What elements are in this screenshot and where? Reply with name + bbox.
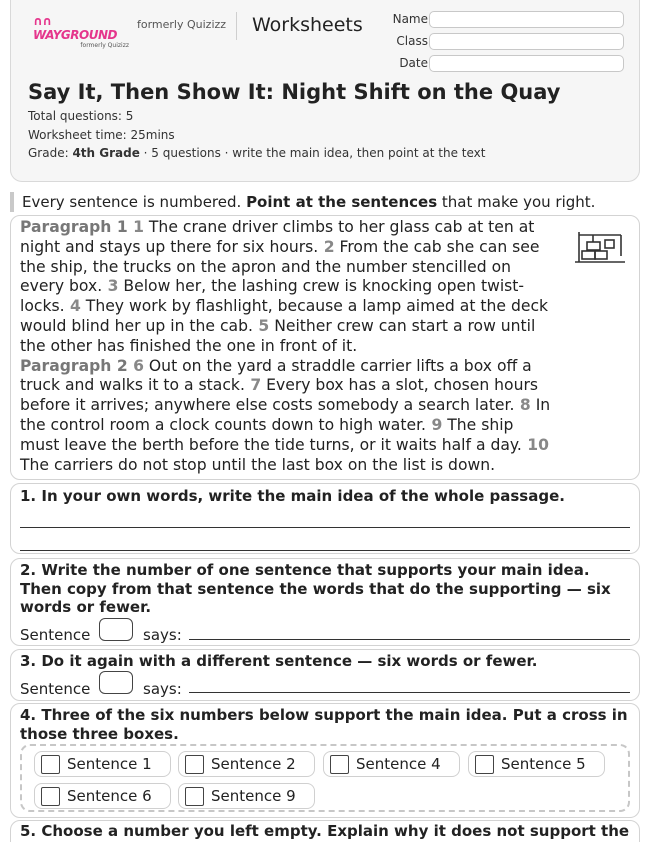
sentence-label: Sentence	[20, 626, 91, 644]
grade-prefix: Grade:	[28, 146, 73, 160]
choice-label: Sentence 9	[211, 787, 296, 805]
grade-suffix: · 5 questions · write the main idea, then point at the text	[139, 146, 486, 160]
answer-line[interactable]	[189, 639, 630, 640]
question-5-card	[10, 820, 640, 842]
choice-sentence-6[interactable]	[34, 783, 171, 809]
says-label: says:	[143, 680, 182, 698]
answer-line[interactable]	[20, 550, 630, 551]
choice-label: Sentence 4	[356, 755, 441, 773]
sentence-text[interactable]: The crane driver climbs to her glass cab at ten at night and stays up there for six hours.	[20, 218, 535, 256]
instruction-part1: Every sentence is numbered.	[22, 193, 247, 211]
name-field[interactable]	[429, 11, 624, 28]
crane-container-icon	[573, 230, 627, 264]
sentence-label: Sentence	[20, 680, 91, 698]
question-5-text: 5. Choose a number you left empty. Explain why it does not support the	[20, 822, 630, 840]
grade-value: 4th Grade	[72, 146, 140, 160]
sentence-text[interactable]: Below her, the lashing crew is knocking open twist-locks.	[20, 277, 525, 316]
sentence-number[interactable]: 5	[252, 316, 270, 335]
paragraph-2	[20, 357, 557, 476]
sentence-number[interactable]: 8	[514, 396, 531, 415]
question-2-text: 2. Write the number of one sentence that supports your main idea. Then copy from that sentence the words that do the supporting — six words or fewer.	[20, 561, 611, 616]
class-field[interactable]	[429, 33, 624, 50]
logo-text: WAYGROUND	[33, 28, 117, 42]
sentence-number[interactable]: 3	[102, 277, 119, 296]
checkbox[interactable]	[475, 755, 494, 774]
paragraph-1	[20, 218, 557, 357]
sentence-number[interactable]: 6	[127, 356, 144, 375]
date-field[interactable]	[429, 55, 624, 72]
question-4-text: 4. Three of the six numbers below support the main idea. Put a cross in those three boxes.	[20, 706, 628, 743]
logo-subtext: formerly Quizizz	[80, 42, 129, 49]
name-label: Name	[392, 12, 428, 26]
sentence-number[interactable]: 4	[64, 297, 81, 316]
sentence-number[interactable]: 9	[426, 415, 443, 434]
sentence-number-box[interactable]	[99, 618, 133, 641]
choice-sentence-2[interactable]	[178, 751, 315, 777]
total-questions: Total questions: 5	[28, 109, 134, 123]
sentence-text[interactable]: The carriers do not stop until the last box on the list is down.	[20, 455, 496, 474]
checkbox[interactable]	[330, 755, 349, 774]
date-label: Date	[399, 56, 428, 70]
sentence-number[interactable]: 7	[244, 376, 262, 395]
question-1-text: 1. In your own words, write the main idea of the whole passage.	[20, 487, 565, 505]
choice-label: Sentence 2	[211, 755, 296, 773]
sentence-text[interactable]: Out on the yard a straddle carrier lifts a box off a truck and walks it to a stack.	[20, 356, 532, 395]
sentence-number-box[interactable]	[99, 671, 133, 694]
instruction-bold: Point at the sentences	[246, 193, 438, 211]
class-label: Class	[396, 34, 428, 48]
worksheets-label: Worksheets	[252, 14, 363, 36]
choice-sentence-5[interactable]	[468, 751, 605, 777]
sentence-text[interactable]: Every box has a slot, chosen hours before it arrives; anywhere else costs somebody a search later.	[20, 376, 539, 415]
choice-label: Sentence 5	[501, 755, 586, 773]
instruction-banner	[10, 192, 640, 212]
checkbox[interactable]	[185, 787, 204, 806]
question-3-card	[10, 649, 640, 701]
choice-sentence-1[interactable]	[34, 751, 171, 777]
sentence-text[interactable]: The ship must leave the berth before the tide turns, or it waits half a day.	[20, 415, 522, 454]
wayground-logo	[33, 14, 133, 49]
worksheet-title: Say It, Then Show It: Night Shift on the Quay	[28, 80, 561, 104]
choice-label: Sentence 1	[67, 755, 152, 773]
question-2-card	[10, 558, 640, 646]
question-3-text: 3. Do it again with a different sentence — six words or fewer.	[20, 652, 538, 670]
sentence-number[interactable]: 2	[318, 237, 335, 256]
checkbox[interactable]	[185, 755, 204, 774]
choice-sentence-9[interactable]	[178, 783, 315, 809]
worksheet-header	[10, 0, 640, 182]
grade-line	[28, 146, 486, 160]
choice-label: Sentence 6	[67, 787, 152, 805]
paragraph-2-label: Paragraph 2	[20, 356, 128, 375]
says-label: says:	[143, 626, 182, 644]
checkbox[interactable]	[41, 787, 60, 806]
sentence-text[interactable]: They work by flashlight, because a lamp aimed at the deck would blind her up in the cab.	[20, 297, 549, 335]
sentence-text[interactable]: Neither crew can start a row until the other has finished the one in front of it.	[20, 316, 536, 355]
question-4-card	[10, 703, 640, 818]
choice-sentence-4[interactable]	[323, 751, 460, 777]
sentence-text[interactable]: In the control room a clock counts down to high water.	[20, 396, 551, 434]
reading-passage	[10, 215, 640, 480]
answer-line[interactable]	[189, 692, 630, 693]
sentence-text[interactable]: From the cab she can see the ship, the trucks on the apron and the number stencilled on every box.	[20, 237, 540, 296]
formerly-text: formerly Quizizz	[137, 18, 227, 31]
answer-line[interactable]	[20, 527, 630, 528]
header-divider	[236, 12, 237, 40]
wayground-logo-icon: ∩∩	[33, 14, 52, 28]
checkbox[interactable]	[41, 755, 60, 774]
question-1-card	[10, 483, 640, 554]
worksheet-time: Worksheet time: 25mins	[28, 128, 175, 142]
sentence-number[interactable]: 10	[521, 435, 550, 454]
sentence-number[interactable]: 1	[127, 218, 144, 236]
instruction-part2: that make you right.	[437, 193, 596, 211]
checkbox-group	[20, 744, 630, 812]
paragraph-1-label: Paragraph 1	[20, 218, 128, 236]
